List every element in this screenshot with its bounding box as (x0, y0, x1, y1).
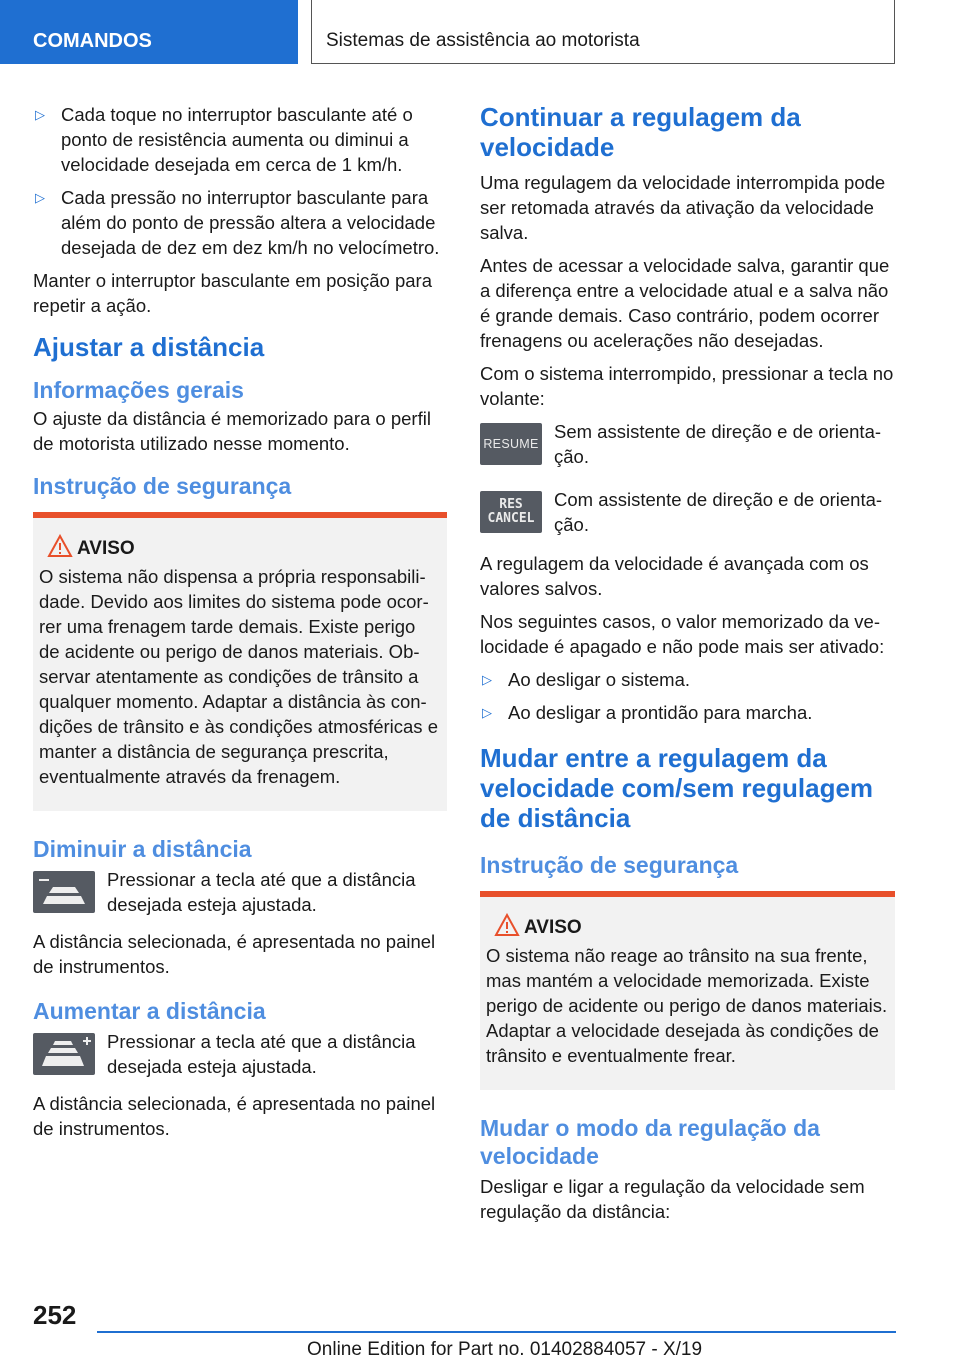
list-item: ▷ Cada toque no interruptor basculante até o ponto de resistência aumenta ou diminui a velocidade desejada em cerca de 1 km/h. (35, 104, 413, 175)
decrease-text: Pressionar a tecla até que a distância desejada esteja ajustada. (107, 869, 416, 915)
heading-change-mode: Mudar o modo da regulação da velocidade (480, 1115, 820, 1169)
warning-triangle-icon (494, 913, 520, 937)
resume-button-icon: RESUME (480, 423, 542, 465)
list-item: ▷ Cada pressão no interruptor basculante para além do ponto de pressão altera a velocidade desejada de dez em dez km/h no velocímetro. (35, 187, 440, 258)
list-item: ▷ Ao desligar o sistema. (482, 669, 691, 690)
left-column (33, 102, 447, 1149)
right-column (480, 102, 895, 1232)
warning-box-left (33, 512, 447, 811)
edition-text: Online Edition for Part no. 01402884057 - X/19 (307, 1339, 703, 1360)
warning-text: O sistema não dispensa a própria responsabilidade. Devido aos limites do sistema pode ocorrer uma frenagem tarde demais. Existe perigo de acidente ou perigo de danos materiais. Observar atentamente as condições de trânsito a qualquer momento. Adaptar a distância às condições de trânsito e às condições atmosféricas e manter a distância de segurança prescrita, eventualmente através da frenagem. (39, 566, 438, 787)
increase-info: A distância selecionada, é apresentada no painel de instrumentos. (33, 1093, 436, 1139)
heading-safety-left: Instrução de segurança (33, 473, 292, 499)
cases-bullets (480, 667, 895, 725)
heading-switch-mode: Mudar entre a regulagem da velocidade com/sem regulagem de distância (480, 743, 874, 833)
rescancel-row (480, 487, 895, 537)
triangle-bullet-icon: ▷ (35, 190, 45, 205)
warning-title: AVISO (39, 538, 441, 560)
decrease-info: A distância selecionada, é apresentada no painel de instrumentos. (33, 931, 436, 977)
warning-box-right (480, 891, 895, 1090)
triangle-bullet-icon: ▷ (482, 705, 492, 720)
advanced-text: A regulagem da velocidade é avançada com os valores salvos. (480, 553, 869, 599)
decrease-distance-button-icon (33, 871, 95, 913)
page-number: 252 (33, 1300, 77, 1330)
decrease-row (33, 867, 447, 917)
before-text: Antes de acessar a velocidade salva, garantir que a diferença entre a velocidade atual e a salva não é grande demais. Caso contrário, podem ocorrer frenagens ou acelerações não desejadas. (480, 255, 890, 351)
warning-text: O sistema não reage ao trânsito na sua frente, mas mantém a velocidade memorizada. Existe perigo de acidente ou perigo de danos materiais. Adaptar a velocidade desejada às condições de trânsito e eventualmente frear. (486, 945, 888, 1066)
warning-triangle-icon (47, 534, 73, 558)
list-item: ▷ Ao desligar a prontidão para marcha. (482, 702, 813, 723)
heading-increase-distance: Aumentar a distância (33, 998, 266, 1024)
triangle-bullet-icon: ▷ (35, 107, 45, 122)
cases-text: Nos seguintes casos, o valor memorizado da velocidade é apagado e não pode mais ser ativado: (480, 611, 885, 657)
heading-safety-right: Instrução de segurança (480, 852, 739, 878)
hold-text: Manter o interruptor basculante em posição para repetir a ação. (33, 270, 432, 316)
triangle-bullet-icon: ▷ (482, 672, 492, 687)
resume-row (480, 419, 895, 469)
chapter-title: Sistemas de assistência ao motorista (311, 0, 895, 64)
heading-decrease-distance: Diminuir a distância (33, 836, 252, 862)
heading-continue-speed: Continuar a regulagem da velocidade (480, 102, 801, 162)
mode-text: Desligar e ligar a regulação da velocidade sem regulação da distância: (480, 1176, 865, 1222)
increase-row (33, 1029, 447, 1079)
page-header (0, 0, 960, 66)
rescancel-text: Com assistente de direção e de orientação. (554, 489, 883, 535)
interrupted-text: Com o sistema interrompido, pressionar a tecla no volante: (480, 363, 894, 409)
warning-title: AVISO (486, 917, 889, 939)
increase-text: Pressionar a tecla até que a distância desejada esteja ajustada. (107, 1031, 416, 1077)
res-cancel-button-icon: RES CANCEL (480, 491, 542, 533)
footer-divider (97, 1331, 896, 1333)
increase-distance-button-icon (33, 1033, 95, 1075)
section-label: COMANDOS (0, 0, 298, 64)
general-text: O ajuste da distância é memorizado para o perfil de motorista utilizado nesse momento. (33, 408, 431, 454)
resume-text: Sem assistente de direção e de orientação. (554, 421, 882, 467)
continue-text: Uma regulagem da velocidade interrompida pode ser retomada através da ativação da velocidade salva. (480, 172, 886, 243)
heading-general-info: Informações gerais (33, 377, 244, 403)
speed-bullets (33, 102, 447, 260)
heading-adjust-distance: Ajustar a distância (33, 332, 265, 362)
